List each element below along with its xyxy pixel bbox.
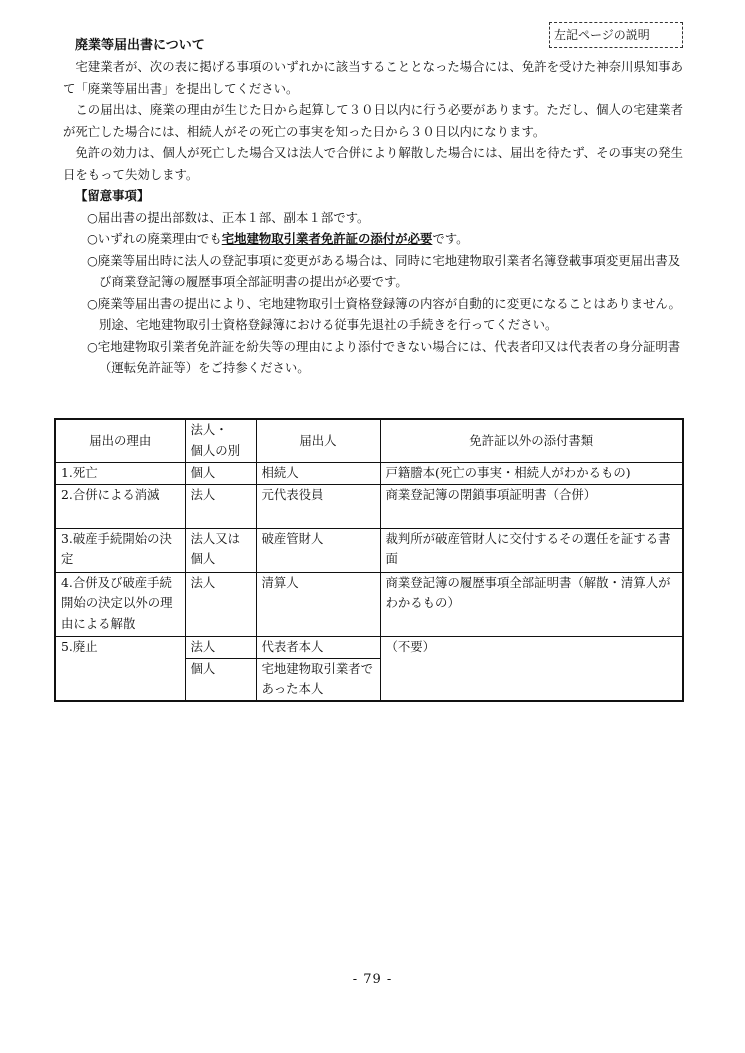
cell-type: 法人 (185, 572, 256, 636)
cell-attachments: 商業登記簿の閉鎖事項証明書（合併） (380, 484, 683, 528)
header-reason: 届出の理由 (55, 419, 185, 462)
cell-attachments: 裁判所が破産管財人に交付するその選任を証する書面 (380, 528, 683, 572)
cell-type: 個人 (185, 658, 256, 701)
header-type-line2: 個人の別 (190, 442, 241, 458)
cell-filer: 宅地建物取引業者であった本人 (256, 658, 380, 701)
note-lost-license: ○宅地建物取引業者免許証を紛失等の理由により添付できない場合には、代表者印又は代表者の身分証明書（運転免許証等）をご持参ください。 (87, 338, 681, 375)
document-body (63, 36, 683, 379)
header-attachments: 免許証以外の添付書類 (380, 419, 683, 462)
cell-filer: 代表者本人 (256, 636, 380, 658)
cell-reason: 5.廃止 (55, 636, 185, 701)
note-license-required (63, 228, 683, 250)
cell-reason: 2.合併による消滅 (55, 484, 185, 528)
paragraph-validity: 免許の効力は、個人が死亡した場合又は法人で合併により解散した場合には、届出を待たず、その事実の発生日をもって失効します。 (63, 145, 683, 182)
table-header-row (55, 419, 683, 462)
table-row (55, 572, 683, 636)
table-row (55, 484, 683, 528)
cell-filer: 相続人 (256, 462, 380, 484)
note-broker-registry: ○廃業等届出書の提出により、宅地建物取引士資格登録簿の内容が自動的に変更になることはありません。別途、宅地建物取引士資格登録簿における従事先退社の手続きを行ってください。 (87, 295, 681, 332)
emphasis-text: 宅地建物取引業者免許証の添付が必要 (221, 231, 433, 246)
cell-type: 法人 (185, 636, 256, 658)
cell-type: 個人 (185, 462, 256, 484)
cell-filer: 破産管財人 (256, 528, 380, 572)
cell-filer: 元代表役員 (256, 484, 380, 528)
cell-attachments: 戸籍謄本(死亡の事実・相続人がわかるもの) (380, 462, 683, 484)
cell-reason: 3.破産手続開始の決定 (55, 528, 185, 572)
cell-type: 法人又は個人 (185, 528, 256, 572)
paragraph-deadline: この届出は、廃業の理由が生じた日から起算して３０日以内に行う必要があります。ただし、個人の宅建業者が死亡した場合には、相続人がその死亡の事実を知った日から３０日以内になります。 (63, 102, 683, 139)
cell-reason: 1.死亡 (55, 462, 185, 484)
note-registry-change: ○廃業等届出時に法人の登記事項に変更がある場合は、同時に宅地建物取引業者名簿登載事項変更届出書及び商業登記簿の履歴事項全部証明書の提出が必要です。 (87, 252, 681, 289)
page-number: - 79 - (352, 972, 393, 987)
header-filer: 届出人 (256, 419, 380, 462)
cell-type: 法人 (185, 484, 256, 528)
notification-table (54, 418, 684, 702)
table-row (55, 528, 683, 572)
table-row (55, 462, 683, 484)
note-text: ○いずれの廃業理由でも (87, 231, 222, 246)
cell-attachments: （不要） (380, 636, 683, 701)
table-row (55, 636, 683, 658)
header-type (185, 419, 256, 462)
page-explanation-badge: 左記ページの説明 (549, 22, 683, 48)
cell-filer: 清算人 (256, 572, 380, 636)
notes-heading: 【留意事項】 (75, 188, 150, 203)
header-type-line1: 法人・ (190, 422, 228, 438)
page-title: 廃業等届出書について (75, 38, 205, 53)
paragraph-intro: 宅建業者が、次の表に掲げる事項のいずれかに該当することとなった場合には、免許を受けた神奈川県知事あて「廃業等届出書」を提出してください。 (63, 59, 683, 96)
cell-attachments: 商業登記簿の履歴事項全部証明書（解散・清算人がわかるもの） (380, 572, 683, 636)
cell-reason: 4.合併及び破産手続開始の決定以外の理由による解散 (55, 572, 185, 636)
note-text: です。 (432, 231, 469, 246)
note-copies: ○届出書の提出部数は、正本１部、副本１部です。 (87, 209, 370, 225)
